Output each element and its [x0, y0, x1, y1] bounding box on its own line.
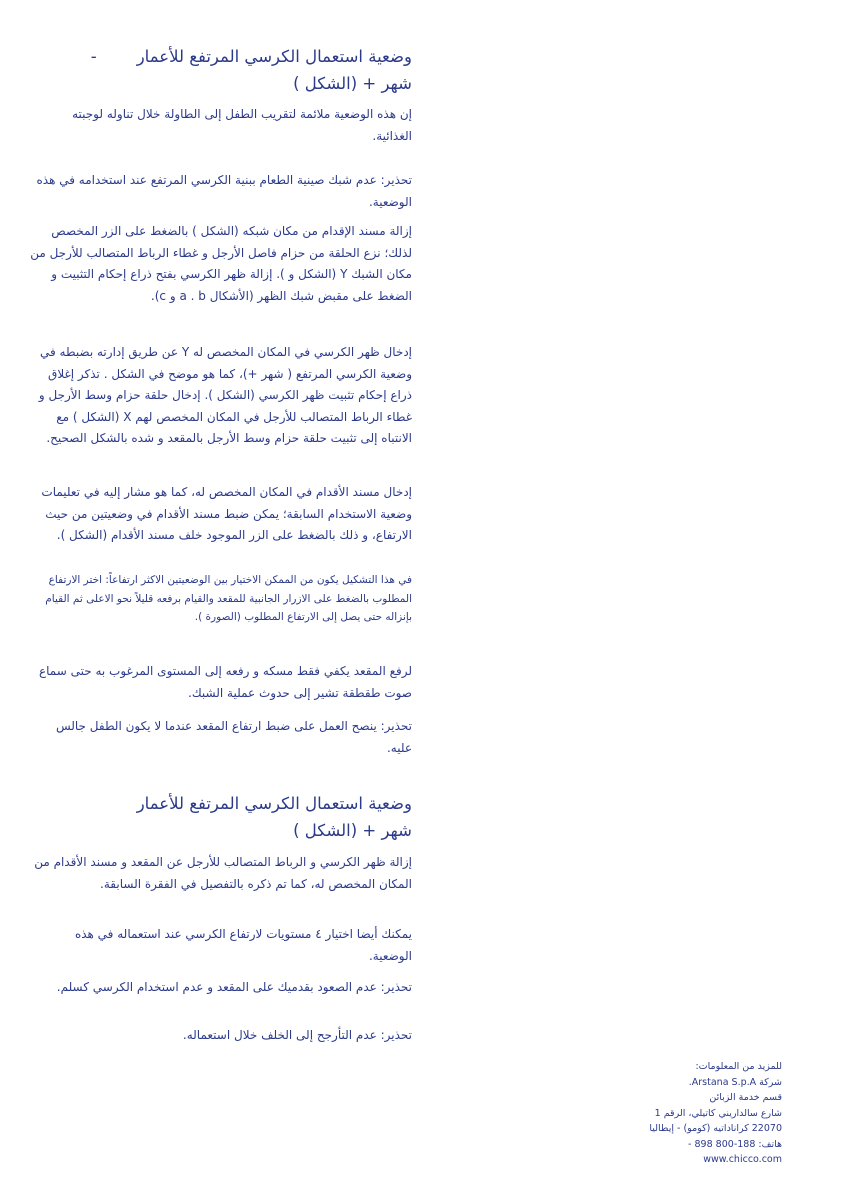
- paragraph-warning-ladder: تحذير: عدم الصعود بقدميك على المقعد و عدم استخدام الكرسي كسلم.: [56, 980, 412, 994]
- contact-line-more-info: للمزيد من المعلومات:: [695, 1061, 782, 1072]
- section1-heading-dash: -: [90, 47, 97, 66]
- paragraph-warning-rocking: تحذير: عدم التأرجح إلى الخلف خلال استعماله.: [182, 1028, 412, 1042]
- contact-line-service: قسم خدمة الزبائن: [709, 1092, 782, 1103]
- paragraph-intro: إن هذه الوضعية ملائمة لتقريب الطفل إلى الطاولة خلال تناوله لوجبته الغذائية.: [72, 107, 412, 143]
- paragraph-warning-adjust: تحذير: ينصح العمل على ضبط ارتفاع المقعد عندما لا يكون الطفل جالس عليه.: [55, 719, 412, 755]
- paragraph-remove-footrest: إزالة مسند الإقدام من مكان شبكه (الشكل ) بالضغط على الزر المخصص لذلك؛ نزع الحلقة من حزام فاصل الأرجل و غطاء الرباط المتصالب للأرجل من مكان الشبك Y (الشكل و ). إزالة ظهر الكرسي بفتح ذراع إحكام التثبيت و الضغط على مقبض شبك الظهر (الأشكال a . b و c).: [30, 224, 412, 303]
- note-height-config: في هذا التشكيل يكون من الممكن الاختيار بين الوضعيتين الاكثر ارتفاعاً: اختر الارتفاع المطلوب بالضغط على الازرار الجانبية للمقعد والقيام برفعه قليلاً نحو الاعلى ثم القيام بإنزاله حتى يصل إلى الارتفاع المطلوب (الصورة ).: [45, 574, 412, 623]
- paragraph-insert-backrest: إدخال ظهر الكرسي في المكان المخصص له Y عن طريق إدارته بضبطه في وضعية الكرسي المرتفع ( شهر +)، كما هو موضح في الشكل . تذكر إغلاق ذراع إحكام تثبيت ظهر الكرسي (الشكل ). إدخال حلقة حزام وسط الأرجل و غطاء الرباط المتصالب للأرجل في المكان المخصص لهم X (الشكل ) مع الانتباه إلى تثبيت حلقة حزام وسط الأرجل بالمقعد و شده بالشكل الصحيح.: [38, 345, 412, 445]
- contact-line-street: شارع سالداريني كاتيلي، الرقم 1: [654, 1107, 782, 1119]
- contact-info: [620, 1059, 782, 1168]
- section1-heading-line2: شهر + (الشكل ): [293, 74, 412, 93]
- paragraph-remove-backrest: إزالة ظهر الكرسي و الرباط المتصالب للأرجل عن المقعد و مسند الأقدام من المكان المخصص له، كما تم ذكره بالتفصيل في الفقرة السابقة.: [34, 855, 412, 891]
- paragraph-warning-tray: تحذير: عدم شبك صينية الطعام ببنية الكرسي المرتفع عند استخدامه في هذه الوضعية.: [36, 173, 412, 209]
- contact-line-phone-web: هاتف: 188-800 898 - www.chicco.com: [688, 1138, 782, 1165]
- section2-heading: [30, 791, 412, 843]
- section2-heading-line1: وضعية استعمال الكرسي المرتفع للأعمار: [136, 794, 412, 813]
- paragraph-insert-footrest: إدخال مسند الأقدام في المكان المخصص له، كما هو مشار إليه في تعليمات وضعية الاستخدام السابقة؛ يمكن ضبط مسند الأقدام في وضعيتين من حيث الارتفاع، و ذلك بالضغط على الزر الموجود خلف مسند الأقدام (الشكل ).: [41, 485, 412, 542]
- section1-heading-line1: [30, 44, 412, 69]
- paragraph-raise-seat: لرفع المقعد يكفي فقط مسكه و رفعه إلى المستوى المرغوب به حتى سماع صوت طقطقة تشير إلى حدوث عملية الشبك.: [38, 664, 412, 700]
- paragraph-height-levels: يمكنك أيضا اختيار ٤ مستويات لارتفاع الكرسي عند استعماله في هذه الوضعية.: [74, 927, 412, 963]
- section1-heading-text: وضعية استعمال الكرسي المرتفع للأعمار: [136, 47, 412, 66]
- section2-heading-line2: شهر + (الشكل ): [293, 821, 412, 840]
- contact-line-city: 22070 كراناداتيه (كومو) - إيطاليا: [649, 1123, 782, 1134]
- contact-line-company: شركة Arstana S.p.A.: [688, 1076, 782, 1088]
- section1-heading: [30, 44, 412, 96]
